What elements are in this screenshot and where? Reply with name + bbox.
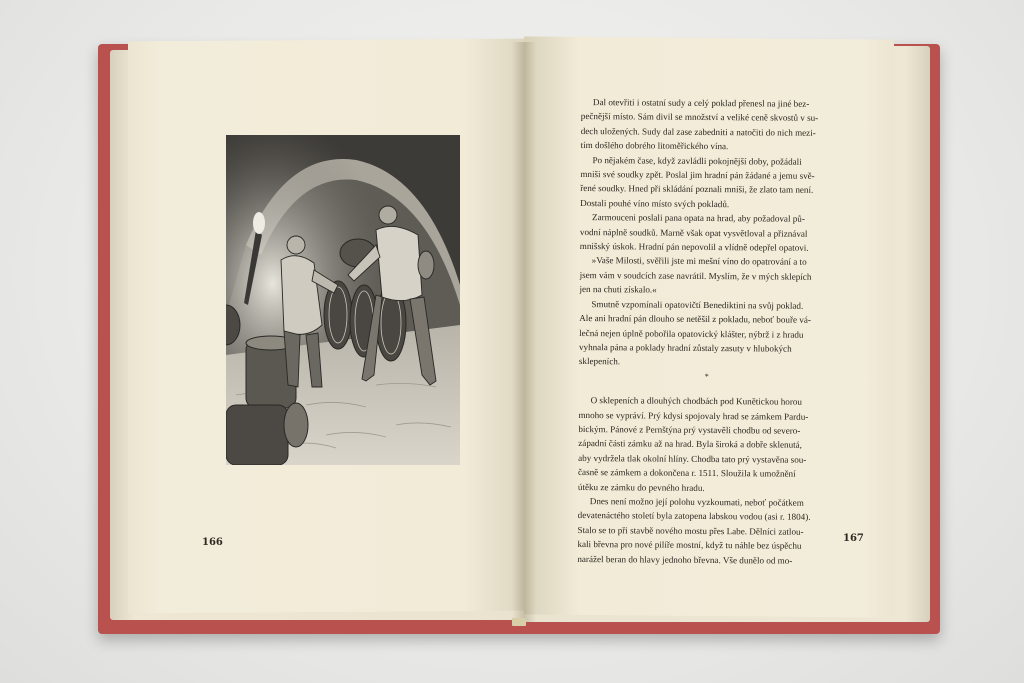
text-line: útěku ze zámku do pevného hradu. bbox=[577, 481, 705, 493]
text-line: O sklepeních a dlouhých chodbách pod Kunětickou horou bbox=[590, 395, 803, 407]
text-line: jen na chuti získalo.« bbox=[579, 284, 657, 295]
page-number-right: 167 bbox=[843, 533, 864, 544]
text-line: bickým. Pánové z Pernštýna prý vystavěli chodbu od severo- bbox=[578, 423, 801, 436]
text-line: sklepeních. bbox=[578, 356, 621, 367]
text-line: Smutně vzpomínali opatovičtí Benediktini na svůj poklad. bbox=[591, 298, 804, 311]
bookmark-ribbon bbox=[512, 618, 526, 626]
text-line: devatenáctého století byla zatopena labskou vodou (asi r. 1804). bbox=[577, 510, 811, 523]
text-line: vodní náplně soudků. Marně však opat vysvětloval a přiznával bbox=[579, 226, 808, 239]
text-line: řené soudky. Hned při skládání poznali mniši, že zlato tam není. bbox=[580, 183, 814, 196]
text-line: časně se zámkem a dokončena r. 1511. Sloužila k umožnění bbox=[577, 467, 796, 479]
text-line: »Vaše Milosti, svěřili jste mi mešní víno do opatrování a to bbox=[591, 255, 807, 268]
text-line: Zarmouceni poslali pana opata na hrad, aby požadoval pů- bbox=[592, 212, 805, 225]
text-line: mnoho se vypráví. Prý kdysi spojovaly hrad se zámkem Pardu- bbox=[578, 409, 809, 422]
text-line: mnišský úskok. Hradní pán nepovolil a vlídně odepřel opatovi. bbox=[579, 241, 809, 253]
text-line: mniši své soudky zpět. Poslal jim hradní pán žádané a jemu svě- bbox=[580, 169, 815, 181]
text-line: dech uložených. Sudy dal zase zabedniti a natočiti do nich mezi- bbox=[580, 125, 816, 138]
page-number-left: 166 bbox=[202, 537, 223, 548]
text-line: Po nějakém čase, když zavládli pokojnější doby, požádali bbox=[592, 154, 802, 167]
cellar-illustration bbox=[226, 135, 460, 465]
text-line: narážel beran do hlavy jednoho břevna. Vše dunělo od mo- bbox=[577, 553, 793, 566]
text-line: jsem vám v soudcích zase navrátil. Myslím, že v mých sklepích bbox=[579, 269, 812, 282]
book-gutter bbox=[512, 42, 536, 622]
text-line: vyhnala pána a poklady hradní zůstaly zasuty v hlubokých bbox=[578, 341, 792, 354]
text-line: pečnější místo. Sám divil se množství a veliké ceně skvostů v su- bbox=[580, 111, 819, 124]
text-line: Dnes není možno její polohu vyzkoumati, neboť počátkem bbox=[589, 496, 804, 508]
text-line: západní části zámku až na hrad. Byla široká a dobře sklenutá, bbox=[578, 438, 803, 451]
text-line: kali břevna pro nové pilíře mostní, když tu náhle bez úspěchu bbox=[577, 539, 802, 551]
text-line: Stalo se to při stavbě nového mostu přes Labe. Dělníci zatlou- bbox=[577, 524, 804, 537]
text-line: aby vydržela tlak okolní hlíny. Chodba tato prý vystavěna sou- bbox=[578, 452, 807, 465]
text-line: tím došlého dobrého litoměřického vína. bbox=[580, 140, 729, 152]
text-line: Dal otevřiti i ostatní sudy a celý poklad přenesl na jiné bez- bbox=[592, 97, 810, 109]
text-line: Dostali pouhé víno místo svých pokladů. bbox=[580, 197, 730, 210]
text-line: lečná nejen úplně pobořila opatovický klášter, nýbrž i z hradu bbox=[579, 327, 804, 340]
text-line: Ale ani hradní pán dlouho se netěšil z pokladu, neboť bouře vá- bbox=[579, 313, 811, 325]
right-page-text bbox=[577, 95, 837, 568]
section-separator: * bbox=[704, 371, 709, 381]
